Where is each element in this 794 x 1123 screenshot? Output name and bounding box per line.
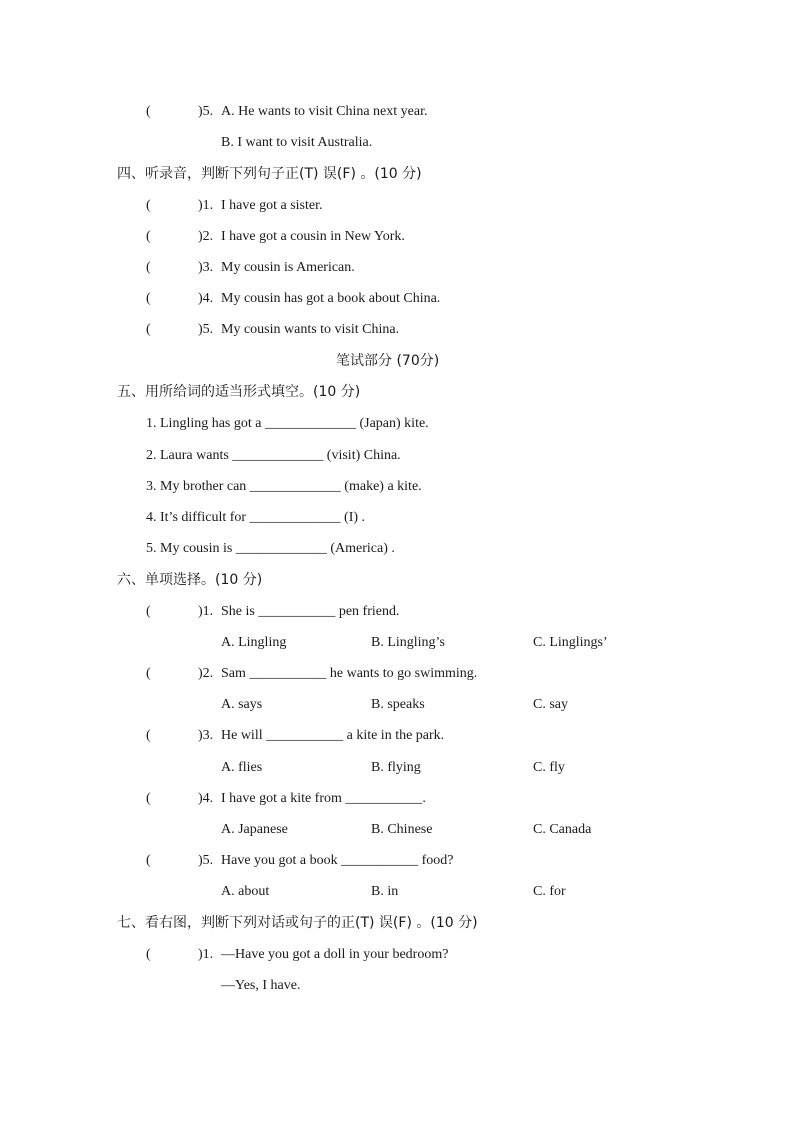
answer-paren: ( [146, 604, 151, 619]
option-c: C. for [533, 884, 566, 899]
option-a: A. Japanese [221, 822, 288, 837]
option-c: C. Canada [533, 822, 592, 837]
question-text: I have got a sister. [221, 198, 323, 213]
section-5-heading: 五、用所给词的适当形式填空。(10 分) [117, 384, 361, 400]
question-text: My cousin wants to visit China. [221, 322, 400, 337]
fill-blank-item: 3. My brother can _____________ (make) a kite. [146, 479, 422, 494]
question-text: Sam ___________ he wants to go swimming. [221, 666, 478, 681]
question-number: )5. [198, 104, 214, 119]
written-part-title: 笔试部分 (70分) [336, 353, 440, 369]
answer-paren: ( [146, 666, 151, 681]
answer-paren: ( [146, 198, 151, 213]
answer-paren: ( [146, 853, 151, 868]
question-number: )1. [198, 947, 214, 962]
question-text: She is ___________ pen friend. [221, 604, 400, 619]
answer-paren: ( [146, 291, 151, 306]
option-a: A. says [221, 697, 263, 712]
answer-paren: ( [146, 260, 151, 275]
question-number: )2. [198, 229, 214, 244]
question-text: My cousin has got a book about China. [221, 291, 441, 306]
option-a: A. Lingling [221, 635, 287, 650]
question-number: )1. [198, 604, 214, 619]
question-text: I have got a kite from ___________. [221, 791, 426, 806]
section-4-heading: 四、听录音，判断下列句子正(T) 误(F) 。(10 分) [117, 166, 422, 182]
answer-paren: ( [146, 791, 151, 806]
question-number: )4. [198, 791, 214, 806]
question-number: )2. [198, 666, 214, 681]
option-b: B. Chinese [371, 822, 433, 837]
fill-blank-item: 5. My cousin is _____________ (America) . [146, 541, 395, 556]
option-c: C. Linglings’ [533, 635, 608, 650]
question-text: Have you got a book ___________ food? [221, 853, 454, 868]
question-number: )5. [198, 853, 214, 868]
option-b: B. flying [371, 760, 421, 775]
answer-paren: ( [146, 322, 151, 337]
fill-blank-item: 4. It’s difficult for _____________ (I) . [146, 510, 366, 525]
question-number: )1. [198, 198, 214, 213]
option-a: A. about [221, 884, 270, 899]
option-a: A. flies [221, 760, 263, 775]
answer-paren: ( [146, 104, 151, 119]
question-number: )3. [198, 728, 214, 743]
option-b: B. speaks [371, 697, 425, 712]
fill-blank-item: 2. Laura wants _____________ (visit) China. [146, 448, 401, 463]
option-c: C. fly [533, 760, 565, 775]
section-6-heading: 六、单项选择。(10 分) [117, 572, 263, 588]
question-text: My cousin is American. [221, 260, 355, 275]
option-b: B. in [371, 884, 399, 899]
question-text-b: B. I want to visit Australia. [221, 135, 373, 150]
option-c: C. say [533, 697, 568, 712]
question-text: He will ___________ a kite in the park. [221, 728, 445, 743]
question-text: I have got a cousin in New York. [221, 229, 405, 244]
answer-paren: ( [146, 947, 151, 962]
fill-blank-item: 1. Lingling has got a _____________ (Japan) kite. [146, 416, 429, 431]
question-text: A. He wants to visit China next year. [221, 104, 428, 119]
question-number: )5. [198, 322, 214, 337]
question-number: )3. [198, 260, 214, 275]
answer-paren: ( [146, 728, 151, 743]
option-b: B. Lingling’s [371, 635, 445, 650]
dialogue-reply: —Yes, I have. [221, 978, 301, 993]
question-text: —Have you got a doll in your bedroom? [221, 947, 449, 962]
section-7-heading: 七、看右图，判断下列对话或句子的正(T) 误(F) 。(10 分) [117, 915, 478, 931]
question-number: )4. [198, 291, 214, 306]
answer-paren: ( [146, 229, 151, 244]
